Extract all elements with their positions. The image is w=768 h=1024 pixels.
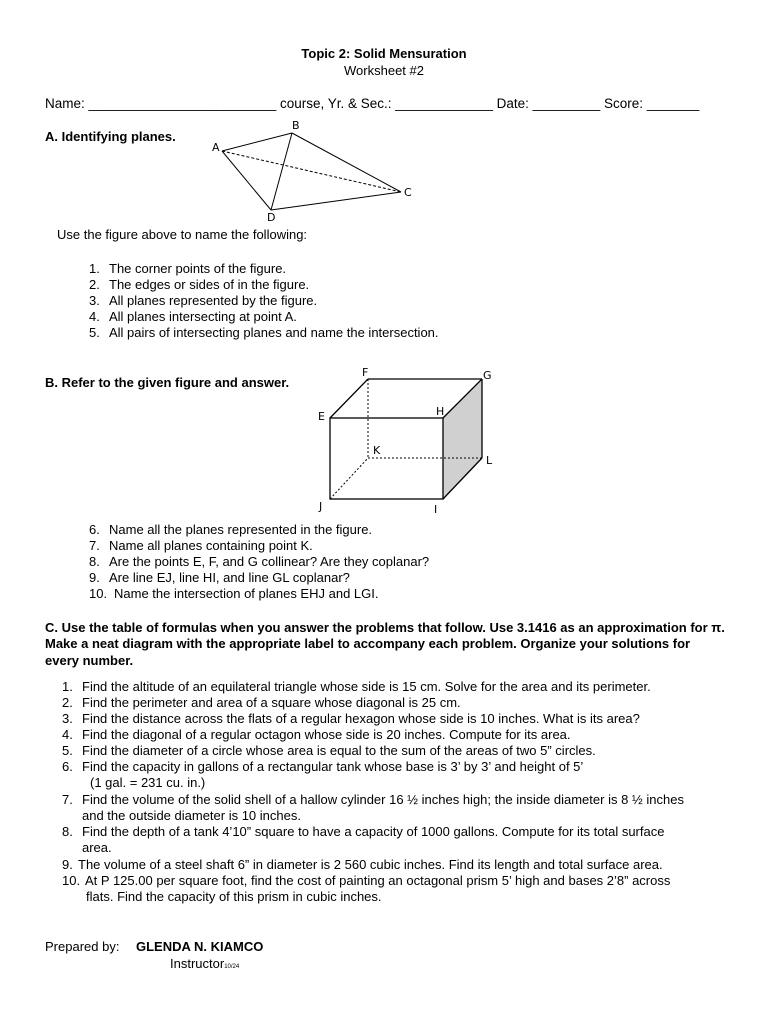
list-item: 2. The edges or sides of in the figure. — [89, 277, 310, 292]
prism-figure — [310, 362, 520, 517]
list-item-continuation: and the outside diameter is 10 inches. — [82, 808, 301, 823]
label-j: J — [319, 500, 323, 513]
instructor-role: Instructor10/24 — [170, 956, 240, 971]
label-b: B — [292, 119, 300, 132]
list-item-continuation: flats. Find the capacity of this prism in cubic inches. — [86, 889, 382, 904]
list-item: 9. Are line EJ, line HI, and line GL coplanar? — [89, 570, 350, 585]
list-item: 2. Find the perimeter and area of a square whose diagonal is 25 cm. — [62, 695, 461, 710]
list-item: 9. The volume of a steel shaft 6” in diameter is 2 560 cubic inches. Find its length and total surface area. — [62, 857, 663, 872]
label-c: C — [404, 186, 412, 199]
list-item: 4. Find the diagonal of a regular octagon whose side is 20 inches. Compute for its area. — [62, 727, 571, 742]
list-item: 4. All planes intersecting at point A. — [89, 309, 297, 324]
edge-bc — [292, 133, 401, 192]
list-item: 7. Name all planes containing point K. — [89, 538, 313, 553]
label-g: G — [483, 369, 492, 382]
label-f: F — [362, 366, 369, 379]
edge-ac-hidden — [222, 151, 401, 192]
label-a: A — [212, 141, 220, 154]
page-mark: 10/24 — [224, 964, 240, 970]
list-item: 3. All planes represented by the figure. — [89, 293, 318, 308]
edge-dc — [271, 192, 401, 210]
shaded-side-face — [443, 379, 482, 499]
label-l: L — [486, 454, 493, 467]
list-item: 6. Name all the planes represented in the figure. — [89, 522, 373, 537]
edge-bd — [271, 133, 292, 210]
list-item: 1. Find the altitude of an equilateral triangle whose side is 15 cm. Solve for the area and its perimeter. — [62, 679, 651, 694]
list-item: 8. Are the points E, F, and G collinear? Are they coplanar? — [89, 554, 430, 569]
section-b-heading: B. Refer to the given figure and answer. — [45, 375, 290, 390]
label-k: K — [373, 444, 381, 457]
worksheet-subtitle: Worksheet #2 — [344, 63, 424, 78]
label-h: H — [436, 405, 445, 418]
worksheet-title: Topic 2: Solid Mensuration — [301, 46, 467, 61]
list-item-continuation: area. — [82, 840, 112, 855]
list-item: 8. Find the depth of a tank 4’10” square to have a capacity of 1000 gallons. Compute for its total surface — [62, 824, 665, 839]
label-e: E — [318, 410, 325, 423]
label-i: I — [434, 503, 438, 516]
list-item-note: (1 gal. = 231 cu. in.) — [90, 775, 206, 790]
section-a-heading: A. Identifying planes. — [45, 129, 176, 144]
list-item: 3. Find the distance across the flats of a regular hexagon whose side is 10 inches. What is its area? — [62, 711, 640, 726]
label-d: D — [267, 211, 276, 224]
tetrahedron-figure — [200, 115, 430, 230]
list-item: 10. Name the intersection of planes EHJ and LGI. — [89, 586, 379, 601]
edge-ad — [222, 151, 271, 210]
list-item: 5. Find the diameter of a circle whose area is equal to the sum of the areas of two 5” circles. — [62, 743, 596, 758]
edge-jk-hidden — [330, 458, 368, 499]
list-item: 1. The corner points of the figure. — [89, 261, 287, 276]
list-item: 7. Find the volume of the solid shell of a hallow cylinder 16 ½ inches high; the inside diameter is 8 ½ inches — [62, 792, 684, 807]
list-item: 6. Find the capacity in gallons of a rectangular tank whose base is 3’ by 3’ and height of 5’ — [62, 759, 584, 774]
instructor-name: GLENDA N. KIAMCO — [136, 939, 264, 954]
edge-ab — [222, 133, 292, 151]
list-item: 10. At P 125.00 per square foot, find the cost of painting an octagonal prism 5’ high and bases 2’8” across — [62, 873, 671, 888]
section-a-instruction: Use the figure above to name the following: — [57, 227, 308, 242]
front-face — [330, 418, 443, 499]
list-item: 5. All pairs of intersecting planes and name the intersection. — [89, 325, 439, 340]
edge-ef — [330, 379, 368, 418]
student-info-line: Name: _________________________ course, Yr. & Sec.: _____________ Date: _________ Score: _______ — [45, 96, 700, 111]
section-c-heading: C. Use the table of formulas when you answer the problems that follow. Use 3.1416 as an approximation for π. Make a neat diagram with the appropriate label to accompany each problem. Organize your solutions for every number. — [45, 620, 725, 668]
prepared-by-label: Prepared by: — [45, 939, 120, 954]
